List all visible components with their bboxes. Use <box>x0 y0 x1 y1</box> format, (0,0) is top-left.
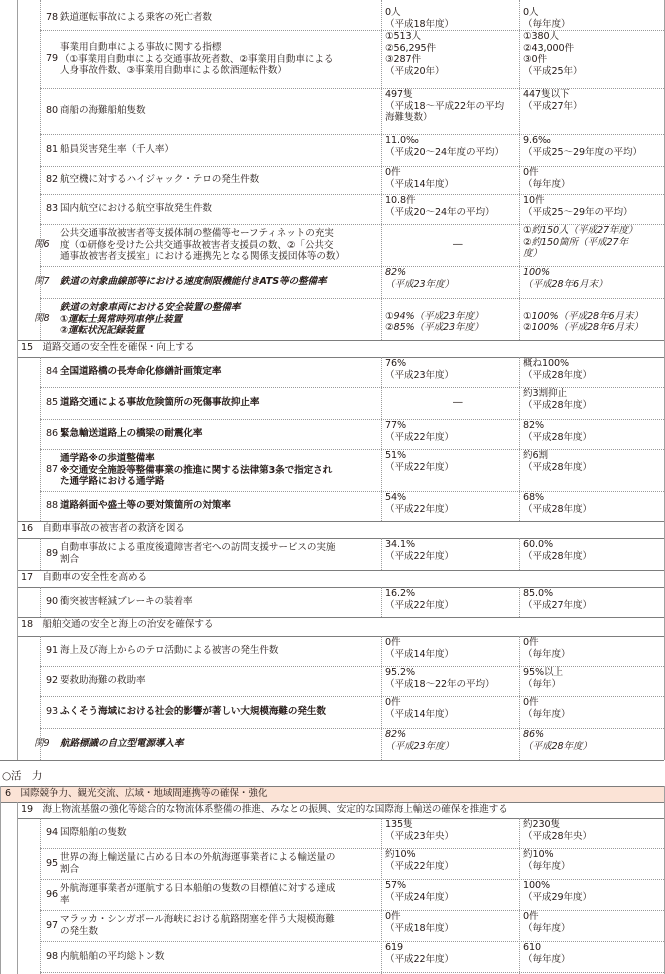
target-value: ③0件 <box>523 54 547 66</box>
indicator-label: 鉄道の対象曲線部等における速度制限機能付きATS等の整備率 <box>60 276 327 287</box>
indicator-label: 自動車事故による重度後遺障害者宅への訪問支援サービスの実施 <box>60 542 336 553</box>
target-value: 10件 <box>523 195 545 206</box>
target-value: ②43,000件 <box>523 42 574 54</box>
column-divider <box>17 617 18 760</box>
current-value: （平成23年度） <box>385 740 454 752</box>
column-divider <box>40 538 41 570</box>
column-divider <box>40 587 41 617</box>
row-divider <box>0 786 664 787</box>
indicator-label: 商船の海難船舶隻数 <box>60 105 146 116</box>
current-value: 0件 <box>385 637 401 648</box>
current-value: （平成22年度） <box>385 431 454 443</box>
row-divider <box>40 88 664 89</box>
target-value: （毎年） <box>523 678 561 690</box>
indicator-label: 鉄道運転事故による乗客の死亡者数 <box>60 12 212 23</box>
row-divider <box>40 266 664 267</box>
row-number: 89 <box>45 548 58 559</box>
indicator-label: （①事業用自動車による交通事故死者数、②事業用自動車による <box>60 53 334 65</box>
indicator-label: 世界の海上輸送量に占める日本の外航海運事業者による輸送量の <box>60 852 336 863</box>
row-number: 82 <box>45 174 58 185</box>
current-value: （平成22年度） <box>385 860 454 872</box>
target-value: 100% <box>523 880 551 891</box>
indicator-label: 通事故被害者支援室」における連携先となる関係支援団体等の数） <box>60 251 345 263</box>
indicator-label: 鉄道の対象車両における安全装置の整備率 <box>60 302 241 313</box>
row-divider <box>40 666 664 667</box>
current-value: （平成22年度） <box>385 953 454 965</box>
target-value: （毎年度） <box>523 708 571 720</box>
current-value: ①94%（平成23年度） <box>385 310 484 322</box>
current-value: ②85%（平成23年度） <box>385 322 484 334</box>
target-value: ①約150人（平成27年度） <box>523 225 638 236</box>
current-value: （平成23年度） <box>385 369 454 381</box>
indicator-label: 通学路※の歩道整備率 <box>60 453 155 464</box>
indicator-label: 道路交通による事故危険箇所の死傷事故抑止率 <box>60 397 260 408</box>
group-title: 16 自動車事故の被害者の救済を図る <box>21 523 185 534</box>
row-divider <box>17 340 664 341</box>
current-value: （平成22年度） <box>385 550 454 562</box>
target-value: （平成27年度） <box>523 599 592 611</box>
indicator-label: の発生数 <box>60 925 98 937</box>
group-title: 17 自動車の安全性を高める <box>21 572 147 583</box>
row-number: 88 <box>45 500 58 511</box>
group-title: 15 道路交通の安全性を確保・向上する <box>21 342 195 353</box>
target-value: 0件 <box>523 911 539 922</box>
indicator-label: 航空機に対するハイジャック・テロの発生件数 <box>60 174 260 185</box>
target-value: 9.6‰ <box>523 135 551 146</box>
column-divider <box>519 0 520 340</box>
current-value: （平成22年度） <box>385 503 454 515</box>
indicator-label: ①運転士異常時列車停止装置 <box>60 313 182 325</box>
target-value: 0件 <box>523 637 539 648</box>
indicator-label: 人身事故件数、③事業用自動車による飲酒運転件数） <box>60 65 287 77</box>
target-value: 95%以上 <box>523 667 564 678</box>
indicator-label: 事業用自動車による事故に関する指標 <box>60 42 222 53</box>
row-number: 90 <box>45 596 58 607</box>
row-divider <box>40 134 664 135</box>
target-value: 約230隻 <box>523 819 560 830</box>
row-divider <box>40 419 664 420</box>
indicator-label: 全国道路橋の長寿命化修繕計画策定率 <box>60 366 222 377</box>
indicator-label: 公共交通事故被害者等支援体制の整備等セーフティネットの充実 <box>60 228 334 239</box>
row-divider <box>40 298 664 299</box>
indicator-label: マラッカ・シンガポール海峡における航路閉塞を伴う大規模海難 <box>60 914 335 925</box>
column-divider <box>381 0 382 340</box>
column-divider <box>381 587 382 617</box>
row-divider <box>40 30 664 31</box>
indicator-label: ②運転状況記録装置 <box>60 325 144 337</box>
current-value: ②56,295件 <box>385 42 436 54</box>
current-value: （平成14年度） <box>385 708 454 720</box>
target-value: （毎年度） <box>523 922 571 934</box>
row-number: 92 <box>45 675 58 686</box>
row-divider <box>17 538 664 539</box>
row-number: 87 <box>45 464 58 475</box>
current-value: 76% <box>385 358 407 369</box>
row-divider <box>17 521 664 522</box>
column-divider <box>381 818 382 974</box>
row-number: 81 <box>45 144 58 155</box>
row-divider <box>40 879 664 880</box>
row-number: 96 <box>45 889 58 900</box>
section-heading: ○活 力 <box>2 770 43 782</box>
current-value: 95.2% <box>385 667 415 678</box>
row-number: 95 <box>45 858 58 869</box>
current-value: （平成20～24年度の平均） <box>385 146 504 158</box>
column-divider <box>381 538 382 570</box>
row-number: 98 <box>45 951 58 962</box>
row-number: 86 <box>45 428 58 439</box>
target-value: 447隻以下 <box>523 89 570 100</box>
current-value: 34.1% <box>385 539 415 550</box>
current-value: 54% <box>385 492 407 503</box>
column-divider <box>17 0 18 340</box>
row-number: 関7 <box>34 276 50 287</box>
target-value: ②約150箇所（平成27年 <box>523 236 628 248</box>
current-value: 57% <box>385 880 407 891</box>
row-divider <box>40 972 664 973</box>
column-divider <box>519 636 520 760</box>
column-divider <box>381 357 382 521</box>
row-number: 関9 <box>34 738 50 749</box>
target-value: 610 <box>523 942 542 953</box>
row-divider <box>40 696 664 697</box>
target-value: （毎年度） <box>523 178 571 190</box>
current-value: 135隻 <box>385 819 413 830</box>
group-title: 18 船舶交通の安全と海上の治安を確保する <box>21 619 214 630</box>
target-value: 度） <box>523 248 542 260</box>
current-value: （平成14年度） <box>385 178 454 190</box>
target-value: （平成25年） <box>523 65 583 77</box>
current-value: 619 <box>385 942 404 953</box>
target-value: （平成28年度） <box>523 369 592 381</box>
row-divider <box>17 570 664 571</box>
indicator-label: 道路斜面や盛土等の要対策箇所の対策率 <box>60 500 231 511</box>
target-value: 0人 <box>523 7 539 18</box>
column-divider <box>519 538 520 570</box>
column-divider <box>40 636 41 760</box>
current-value: 約10% <box>385 849 416 860</box>
current-value: 0人 <box>385 7 401 18</box>
target-value: （平成28年6月末） <box>523 278 608 290</box>
current-value: ①513人 <box>385 31 422 42</box>
row-divider <box>17 636 664 637</box>
row-divider <box>17 587 664 588</box>
target-value: 86% <box>523 729 545 740</box>
current-value: 海難隻数） <box>385 112 433 124</box>
current-value: （平成22年度） <box>385 599 454 611</box>
target-value: （平成28年度） <box>523 461 592 473</box>
current-value: （平成20年） <box>385 65 445 77</box>
target-value: （平成28年度） <box>523 503 592 515</box>
target-value: （平成28年度） <box>523 431 592 443</box>
row-divider <box>40 387 664 388</box>
indicator-label: 国内航空における航空事故発生件数 <box>60 203 212 214</box>
row-divider <box>17 818 664 819</box>
current-value: （平成18～平成22年の平均 <box>385 100 504 112</box>
row-divider <box>17 617 664 618</box>
current-value: ― <box>453 397 463 408</box>
target-value: 82% <box>523 420 545 431</box>
column-divider <box>17 521 18 570</box>
current-value: （平成23年度） <box>385 278 454 290</box>
target-value: 約3割抑止 <box>523 388 567 399</box>
group-title: 19 海上物流基盤の強化等総合的な物流体系整備の推進、みなとの振興、安定的な国際海上輸送の確保を推進する <box>21 804 508 815</box>
row-divider <box>40 910 664 911</box>
indicator-label: 割合 <box>60 553 79 565</box>
current-value: ③287件 <box>385 54 422 66</box>
target-value: 85.0% <box>523 588 553 599</box>
row-number: 78 <box>45 12 58 23</box>
current-value: 0件 <box>385 911 401 922</box>
target-value: （平成28年度） <box>523 740 592 752</box>
indicator-label: 船員災害発生率（千人率） <box>60 144 174 155</box>
current-value: 0件 <box>385 697 401 708</box>
row-divider <box>40 449 664 450</box>
column-divider <box>17 570 18 617</box>
row-number: 84 <box>45 366 58 377</box>
current-value: （平成14年度） <box>385 648 454 660</box>
column-divider <box>381 636 382 760</box>
row-number: 関6 <box>34 239 50 250</box>
current-value: 51% <box>385 450 407 461</box>
category-title: 6 国際競争力、観光交流、広域・地域間連携等の確保・強化 <box>5 788 268 799</box>
current-value: （平成18～22年の平均） <box>385 678 495 690</box>
row-number: 79 <box>45 53 58 64</box>
indicator-label: 航路標識の自立型電源導入率 <box>60 738 184 749</box>
current-value: 11.0‰ <box>385 135 419 146</box>
current-value: （平成18年度） <box>385 922 454 934</box>
row-number: 93 <box>45 706 58 717</box>
indicator-label: 海上及び海上からのテロ活動による被害の発生件数 <box>60 645 279 656</box>
current-value: 497隻 <box>385 89 413 100</box>
column-divider <box>17 802 18 974</box>
row-divider <box>40 848 664 849</box>
row-divider <box>40 166 664 167</box>
current-value: 82% <box>385 267 407 278</box>
target-value: 100% <box>523 267 551 278</box>
target-value: （平成25～29年の平均） <box>523 206 633 218</box>
row-number: 83 <box>45 203 58 214</box>
row-number: 91 <box>45 645 58 656</box>
row-divider <box>40 728 664 729</box>
target-value: （平成28年央） <box>523 830 592 842</box>
indicator-label: た通学路における通学路 <box>60 476 165 488</box>
indicator-label: 国際船舶の隻数 <box>60 827 127 838</box>
target-value: （平成25～29年度の平均） <box>523 146 642 158</box>
column-divider <box>40 0 41 340</box>
target-value: 約6割 <box>523 450 548 461</box>
current-value: （平成23年央） <box>385 830 454 842</box>
column-divider <box>519 587 520 617</box>
target-value: （毎年度） <box>523 648 571 660</box>
indicator-label: 率 <box>60 894 70 906</box>
row-number: 94 <box>45 827 58 838</box>
indicator-label: ふくそう海域における社会的影響が著しい大規模海難の発生数 <box>60 706 326 717</box>
current-value: 16.2% <box>385 588 415 599</box>
target-value: 約10% <box>523 849 554 860</box>
current-value: （平成24年度） <box>385 891 454 903</box>
current-value: （平成22年度） <box>385 461 454 473</box>
column-divider <box>40 818 41 974</box>
indicator-label: 要救助海難の救助率 <box>60 675 146 686</box>
current-value: （平成20～24年の平均） <box>385 206 495 218</box>
column-divider <box>17 340 18 521</box>
target-value: （平成28年度） <box>523 550 592 562</box>
current-value: （平成18年度） <box>385 18 454 30</box>
column-divider <box>40 357 41 521</box>
row-divider <box>0 802 664 803</box>
indicator-label: 衝突被害軽減ブレーキの装着率 <box>60 596 193 607</box>
target-value: （毎年度） <box>523 953 571 965</box>
target-value: ②100%（平成28年6月末） <box>523 322 643 334</box>
current-value: ― <box>453 239 463 250</box>
column-divider <box>519 357 520 521</box>
row-divider <box>40 491 664 492</box>
column-divider <box>0 786 1 974</box>
column-divider <box>519 818 520 974</box>
target-value: （平成28年度） <box>523 399 592 411</box>
target-value: （平成27年） <box>523 100 583 112</box>
target-value: 0件 <box>523 697 539 708</box>
row-divider <box>40 941 664 942</box>
current-value: 77% <box>385 420 407 431</box>
indicator-label: ※交通安全施設等整備事業の推進に関する法律第3条で指定され <box>60 464 333 476</box>
target-value: 60.0% <box>523 539 553 550</box>
row-divider <box>0 760 664 761</box>
indicator-label: 度（①研修を受けた公共交通事故被害者支援員の数、②「公共交 <box>60 239 334 251</box>
current-value: 82% <box>385 729 407 740</box>
target-value: 概ね100% <box>523 358 570 369</box>
target-value: 0件 <box>523 167 539 178</box>
target-value: （毎年度） <box>523 18 571 30</box>
row-number: 85 <box>45 397 58 408</box>
indicator-label: 緊急輸送道路上の橋梁の耐震化率 <box>60 428 203 439</box>
row-number: 80 <box>45 105 58 116</box>
target-value: ①100%（平成28年6月末） <box>523 310 643 322</box>
target-value: （毎年度） <box>523 860 571 872</box>
current-value: 10.8件 <box>385 195 416 206</box>
target-value: 68% <box>523 492 545 503</box>
row-number: 97 <box>45 920 58 931</box>
target-value: ①380人 <box>523 31 560 42</box>
indicator-label: 外航海運事業者が運航する日本船舶の隻数の目標値に対する達成 <box>60 883 336 894</box>
indicator-label: 内航船舶の平均総トン数 <box>60 951 165 962</box>
indicator-label: 割合 <box>60 863 79 875</box>
current-value: 0件 <box>385 167 401 178</box>
target-value: （平成29年度） <box>523 891 592 903</box>
row-divider <box>40 194 664 195</box>
row-number: 関8 <box>34 313 50 324</box>
